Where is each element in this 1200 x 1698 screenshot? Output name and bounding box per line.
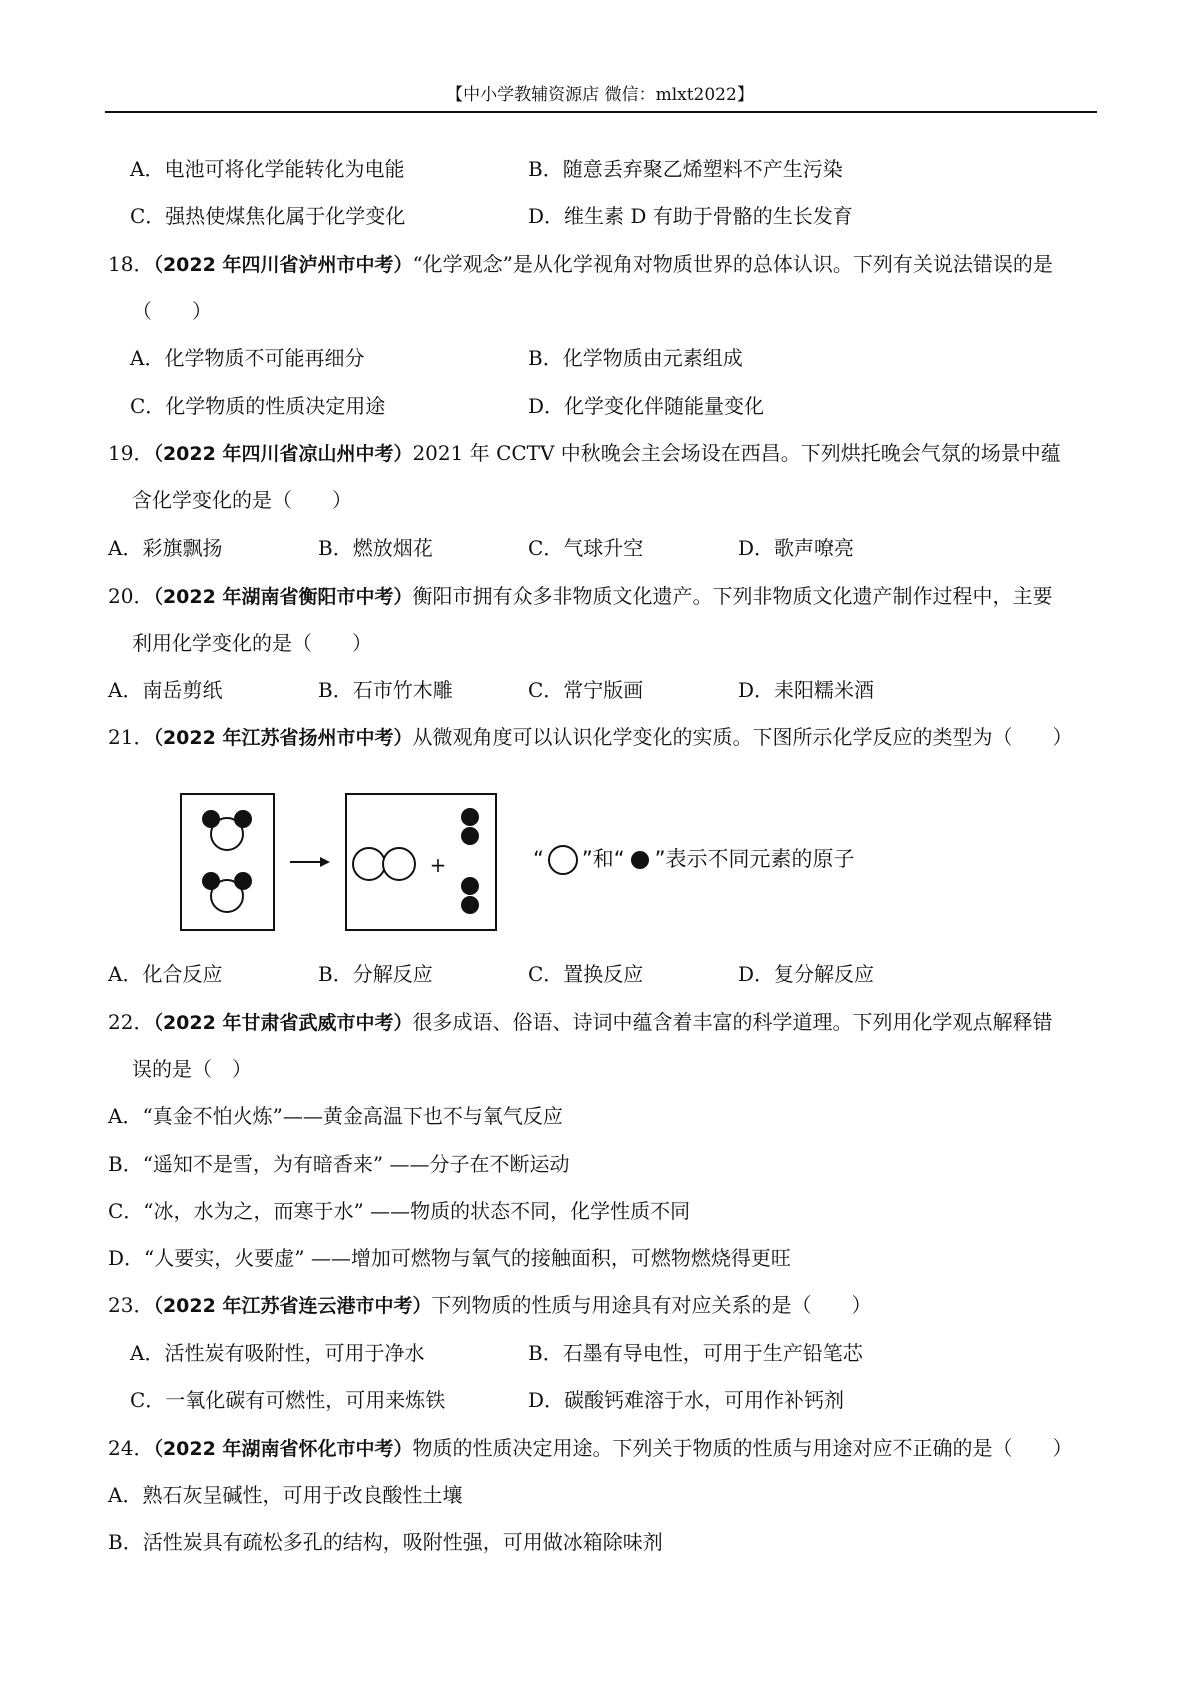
legend-quote-mid: ”和“ bbox=[581, 847, 625, 871]
q19-option-c: C．气球升空 bbox=[528, 536, 644, 560]
plus-sign: + bbox=[429, 853, 447, 877]
q23-option-b: B．石墨有导电性，可用于生产铅笔芯 bbox=[528, 1341, 863, 1365]
white-atom-icon bbox=[548, 845, 578, 875]
product-black-molecule-2 bbox=[461, 877, 479, 914]
q22-number: 22． bbox=[108, 1010, 154, 1034]
diagram-legend bbox=[533, 843, 855, 875]
q17-option-a: A．电池可将化学能转化为电能 bbox=[130, 157, 405, 181]
q19-option-b: B．燃放烟花 bbox=[318, 536, 433, 560]
q18-option-d: D．化学变化伴随能量变化 bbox=[528, 394, 765, 418]
header-rule bbox=[105, 111, 1097, 113]
q23-option-a: A．活性炭有吸附性，可用于净水 bbox=[130, 1341, 425, 1365]
q20-stem-cont: 利用化学变化的是（ ） bbox=[132, 631, 372, 655]
reactant-molecule-2 bbox=[202, 872, 252, 912]
q18-stem: “化学观念”是从化学视角对物质世界的总体认识。下列有关说法错误的是 bbox=[412, 252, 1053, 276]
q17-option-d: D．维生素 D 有助于骨骼的生长发育 bbox=[528, 204, 853, 228]
q24-option-a: A．熟石灰呈碱性，可用于改良酸性土壤 bbox=[108, 1483, 463, 1507]
q17-option-c: C．强热使煤焦化属于化学变化 bbox=[130, 204, 406, 228]
reaction-arrow bbox=[290, 857, 330, 867]
q20-number: 20． bbox=[108, 584, 154, 608]
q19-stem-line bbox=[108, 441, 1061, 466]
q24-stem: 物质的性质决定用途。下列关于物质的性质与用途对应不正确的是（ ） bbox=[412, 1436, 1073, 1460]
q22-option-c: C．“冰，水为之，而寒于水” ——物质的状态不同，化学性质不同 bbox=[108, 1199, 691, 1223]
q18-stem-line bbox=[108, 252, 1053, 277]
q18-number: 18． bbox=[108, 252, 154, 276]
q24-option-b: B．活性炭具有疏松多孔的结构，吸附性强，可用做冰箱除味剂 bbox=[108, 1530, 663, 1554]
q20-option-a: A．南岳剪纸 bbox=[108, 678, 223, 702]
q18-stem-cont: （ ） bbox=[132, 299, 212, 323]
q19-option-d: D．歌声嘹亮 bbox=[738, 536, 855, 560]
black-atom-icon bbox=[631, 851, 649, 869]
q17-option-b: B．随意丢弃聚乙烯塑料不产生污染 bbox=[528, 157, 843, 181]
q18-option-a: A．化学物质不可能再细分 bbox=[130, 346, 365, 370]
q21-option-d: D．复分解反应 bbox=[738, 962, 875, 986]
q22-stem-cont: 误的是（ ） bbox=[132, 1057, 252, 1081]
q23-stem-line bbox=[108, 1293, 871, 1318]
q19-option-a: A．彩旗飘扬 bbox=[108, 536, 223, 560]
legend-quote-open: “ bbox=[533, 847, 544, 871]
q19-number: 19． bbox=[108, 441, 154, 465]
q19-source: （2022 年四川省凉山州中考） bbox=[153, 443, 413, 465]
legend-text: ”表示不同元素的原子 bbox=[654, 847, 855, 871]
q20-option-c: C．常宁版画 bbox=[528, 678, 644, 702]
q21-stem: 从微观角度可以认识化学变化的实质。下图所示化学反应的类型为（ ） bbox=[412, 725, 1073, 749]
q24-stem-line bbox=[108, 1436, 1072, 1461]
q18-source: （2022 年四川省泸州市中考） bbox=[153, 254, 413, 276]
q20-option-b: B．石市竹木雕 bbox=[318, 678, 453, 702]
page-header: 【中小学教辅资源店 微信：mlxt2022】 bbox=[446, 85, 754, 105]
q20-stem-line bbox=[108, 584, 1052, 609]
product-black-molecule-1 bbox=[461, 808, 479, 845]
q21-option-b: B．分解反应 bbox=[318, 962, 433, 986]
q23-stem: 下列物质的性质与用途具有对应关系的是（ ） bbox=[431, 1293, 872, 1317]
q21-source: （2022 年江苏省扬州市中考） bbox=[153, 727, 413, 749]
q19-stem-cont: 含化学变化的是（ ） bbox=[132, 488, 352, 512]
q21-stem-line bbox=[108, 725, 1072, 750]
q20-option-d: D．耒阳糯米酒 bbox=[738, 678, 875, 702]
q18-option-c: C．化学物质的性质决定用途 bbox=[130, 394, 386, 418]
q21-option-c: C．置换反应 bbox=[528, 962, 644, 986]
q21-number: 21． bbox=[108, 725, 154, 749]
q22-stem: 很多成语、俗语、诗词中蕴含着丰富的科学道理。下列用化学观点解释错 bbox=[412, 1010, 1053, 1034]
q23-number: 23． bbox=[108, 1293, 154, 1317]
q24-number: 24． bbox=[108, 1436, 154, 1460]
q21-option-a: A．化合反应 bbox=[108, 962, 223, 986]
q22-stem-line bbox=[108, 1010, 1052, 1035]
q23-source: （2022 年江苏省连云港市中考） bbox=[153, 1295, 432, 1317]
q23-option-d: D．碳酸钙难溶于水，可用作补钙剂 bbox=[528, 1388, 845, 1412]
q19-stem: 2021 年 CCTV 中秋晚会主会场设在西昌。下列烘托晚会气氛的场景中蕴 bbox=[412, 441, 1061, 465]
q23-option-c: C．一氧化碳有可燃性，可用来炼铁 bbox=[130, 1388, 446, 1412]
q22-option-d: D．“人要实，火要虚” ——增加可燃物与氧气的接触面积，可燃物燃烧得更旺 bbox=[108, 1246, 791, 1270]
reactant-molecule-1 bbox=[202, 810, 252, 850]
q22-option-a: A．“真金不怕火炼”——黄金高温下也不与氧气反应 bbox=[108, 1104, 563, 1128]
q20-stem: 衡阳市拥有众多非物质文化遗产。下列非物质文化遗产制作过程中，主要 bbox=[412, 584, 1053, 608]
q18-option-b: B．化学物质由元素组成 bbox=[528, 346, 743, 370]
q22-source: （2022 年甘肃省武威市中考） bbox=[153, 1012, 413, 1034]
q24-source: （2022 年湖南省怀化市中考） bbox=[153, 1438, 413, 1460]
q20-source: （2022 年湖南省衡阳市中考） bbox=[153, 586, 413, 608]
q22-option-b: B．“遥知不是雪，为有暗香来” ——分子在不断运动 bbox=[108, 1152, 570, 1176]
product-white-molecule bbox=[353, 848, 415, 880]
